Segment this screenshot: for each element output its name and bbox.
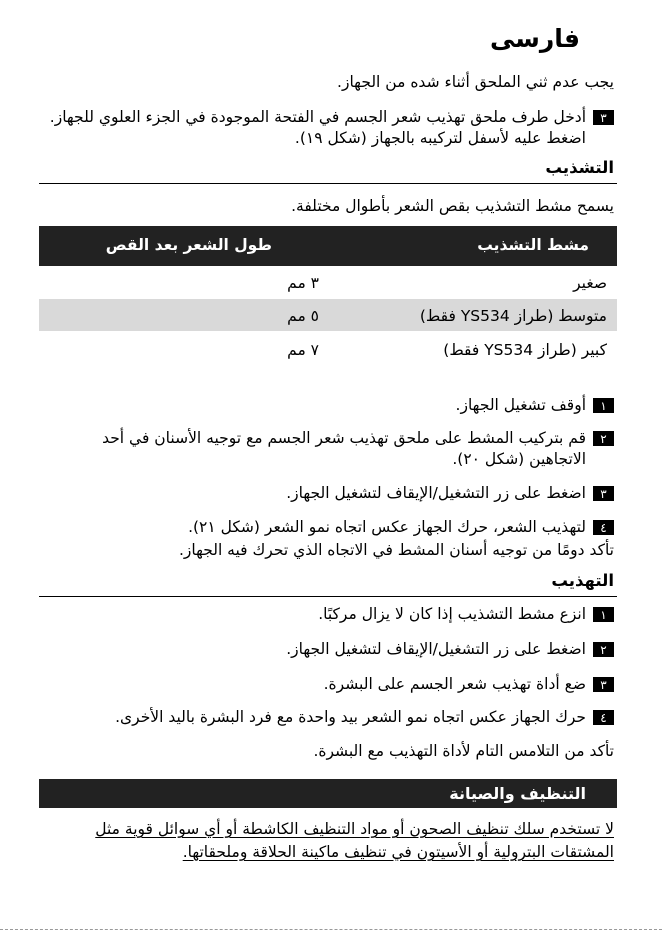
table-cell-length: ٣ مم xyxy=(287,274,319,292)
step-number: ٢ xyxy=(593,431,614,446)
language-title: فارسی xyxy=(489,24,580,53)
cleaning-warning-line: لا تستخدم سلك تنظیف الصحون أو مواد التنظیف الكاشطة أو أي سوائل قویة مثل xyxy=(95,820,614,838)
page-bottom-edge xyxy=(0,929,662,930)
column-header-comb: مشط التشذیب xyxy=(477,236,589,254)
step-line: حرك الجهاز عكس اتجاه نمو الشعر بید واحدة مع فرد البشرة بالید الأخرى. xyxy=(115,708,586,726)
section-divider xyxy=(39,596,617,597)
shaping-step xyxy=(324,674,614,695)
table-cell-comb: متوسط (طراز YS534 فقط) xyxy=(419,307,607,325)
step-number: ٣ xyxy=(593,677,614,692)
trimming-note: تأكد دومًا من توجیه أسنان المشط في الاتجاه الذي تحرك فیه الجهاز. xyxy=(178,541,614,559)
step-line: اضغط على زر التشغیل/الإیقاف لتشغیل الجهاز. xyxy=(286,640,586,658)
step-number: ٤ xyxy=(593,710,614,725)
step-number: ٣ xyxy=(593,486,614,501)
step-number: ٣ xyxy=(593,110,614,125)
cleaning-warning-line: المشتقات البترولیة أو الأسیتون في تنظیف ماكینة الحلاقة وملحقاتها. xyxy=(182,843,614,861)
step-line: قم بتركیب المشط على ملحق تهذیب شعر الجسم مع توجیه الأسنان في أحد xyxy=(102,429,586,447)
section-heading-cleaning: التنظیف والصیانة xyxy=(449,784,586,803)
shaping-step xyxy=(286,639,614,660)
trimming-step xyxy=(188,517,614,538)
step-line: ضع أداة تهذیب شعر الجسم على البشرة. xyxy=(323,675,586,693)
trimming-intro: یسمح مشط التشذیب بقص الشعر بأطوال مختلفة. xyxy=(291,197,614,215)
table-cell-comb: صغیر xyxy=(573,274,607,292)
section-heading-bar xyxy=(39,779,617,808)
intro-note: یجب عدم ثني الملحق أثناء شده من الجهاز. xyxy=(337,73,614,91)
step-line: انزع مشط التشذیب إذا كان لا یزال مركبًا. xyxy=(318,605,586,623)
shaping-note: تأكد من التلامس التام لأداة التهذیب مع البشرة. xyxy=(313,742,614,760)
step-line: أوقف تشغیل الجهاز. xyxy=(455,396,586,414)
step-number: ٤ xyxy=(593,520,614,535)
step-number: ١ xyxy=(593,607,614,622)
column-header-length: طول الشعر بعد القص xyxy=(105,236,272,254)
step-number: ٢ xyxy=(593,642,614,657)
section-divider xyxy=(39,183,617,184)
step-insert-attachment xyxy=(50,107,614,149)
shaping-step xyxy=(115,707,614,728)
section-heading-shaping: التهذیب xyxy=(551,571,614,590)
step-line: الاتجاهین (شكل ٢٠). xyxy=(452,450,586,468)
table-cell-length: ٧ مم xyxy=(287,341,319,359)
shaping-step xyxy=(318,604,614,625)
trimming-step xyxy=(286,483,614,504)
step-line: اضغط علیه لأسفل لتركیبه بالجهاز (شكل ١٩). xyxy=(294,129,586,147)
table-cell-length: ٥ مم xyxy=(287,307,319,325)
step-line: أدخل طرف ملحق تهذیب شعر الجسم في الفتحة الموجودة في الجزء العلوي للجهاز. xyxy=(49,108,586,126)
trimming-step xyxy=(102,428,614,470)
table-cell-comb: كبیر (طراز YS534 فقط) xyxy=(443,341,607,359)
section-heading-trimming: التشذیب xyxy=(545,158,614,177)
step-line: لتهذیب الشعر، حرك الجهاز عكس اتجاه نمو الشعر (شكل ٢١). xyxy=(188,518,586,536)
step-number: ١ xyxy=(593,398,614,413)
table-header xyxy=(39,226,617,266)
step-line: اضغط على زر التشغیل/الإیقاف لتشغیل الجهاز. xyxy=(286,484,586,502)
trimming-step xyxy=(456,395,614,416)
